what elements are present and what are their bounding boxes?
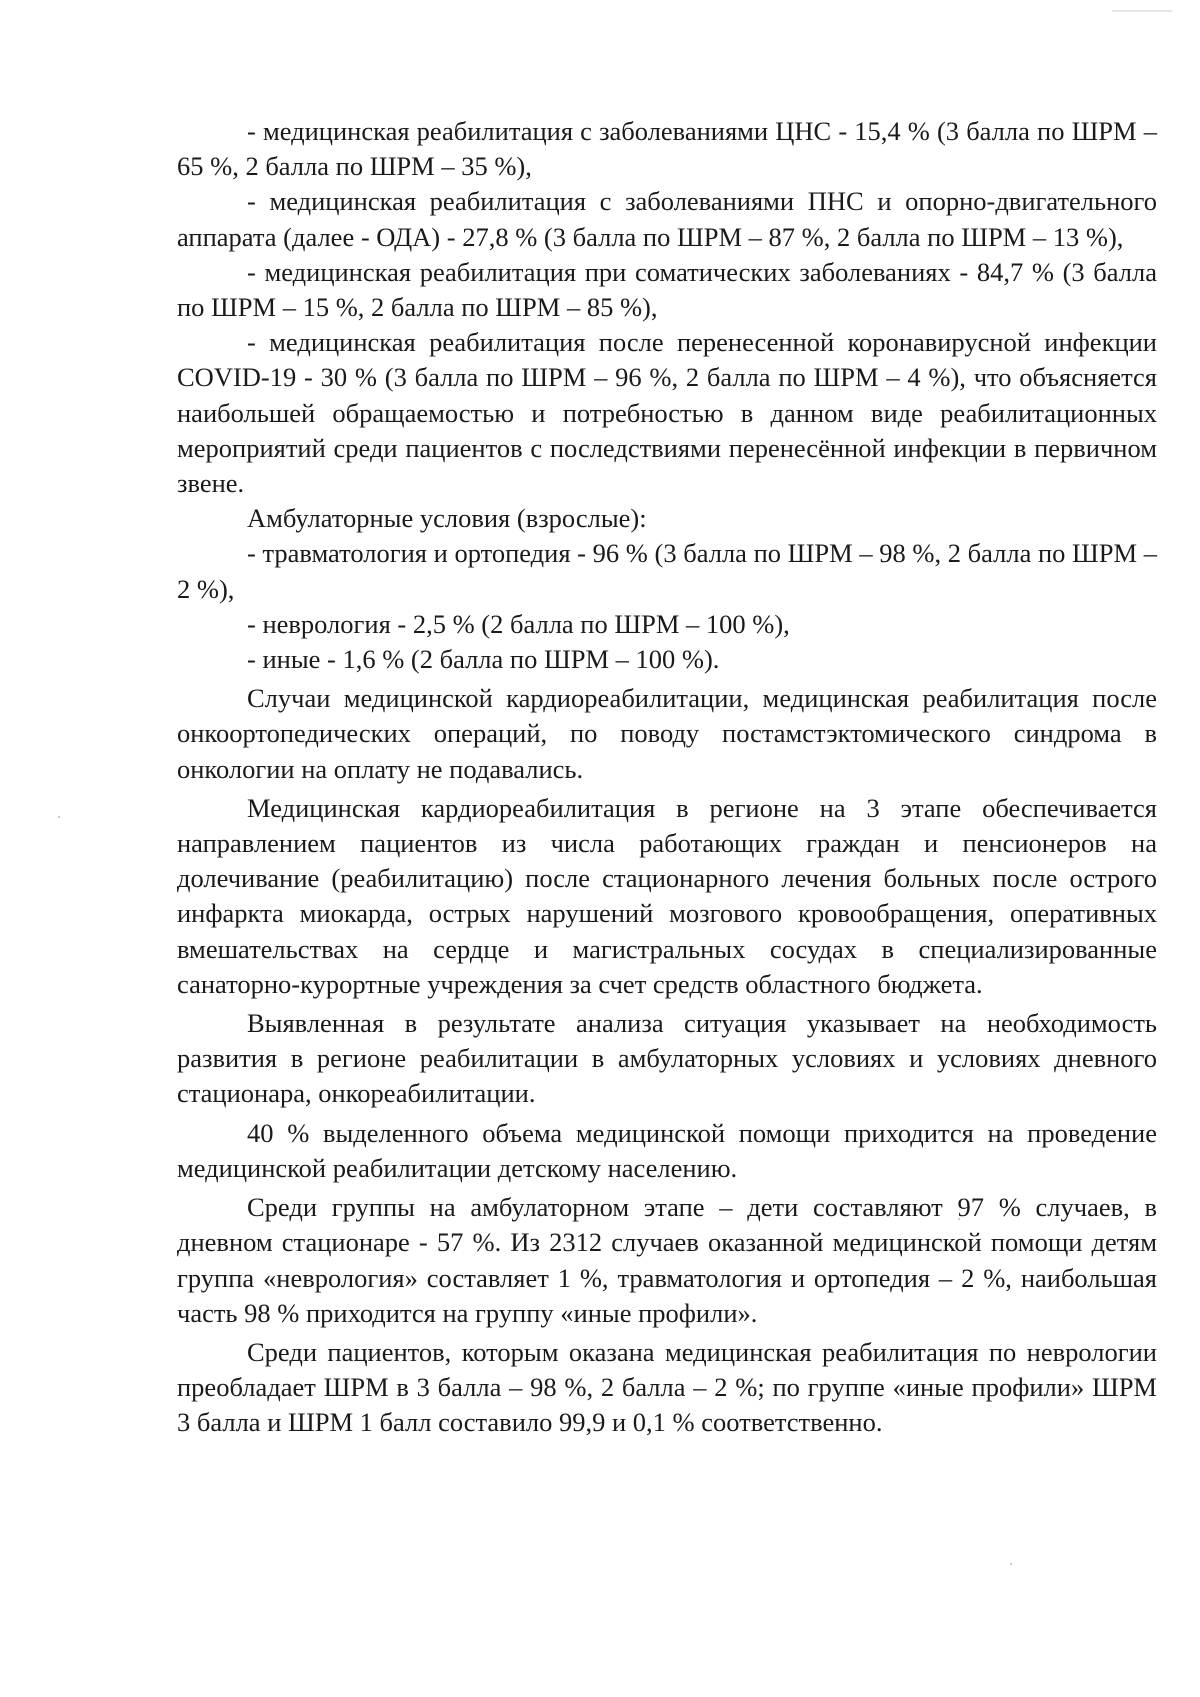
paragraph-pns-oda: - медицинская реабилитация с заболеваниями ПНС и опорно-двигательного аппарата (далее - ОДА) - 27,8 % (3 балла по ШРМ – 87 %, 2 балла по ШРМ – 13 %), — [177, 186, 1157, 252]
paragraph-somatic: - медицинская реабилитация при соматических заболеваниях - 84,7 % (3 балла по ШРМ – 15 %, 2 балла по ШРМ – 85 %), — [177, 256, 1157, 323]
paragraph-other: - иные - 1,6 % (2 балла по ШРМ – 100 %). — [247, 644, 720, 675]
paragraph-analysis: Выявленная в результате анализа ситуация указывает на необходимость развития в регионе реабилитации в амбулаторных условиях и условиях дневного стационара, онкореабилитации. — [177, 1008, 1157, 1109]
paragraph-traumatology: - травматология и ортопедия - 96 % (3 балла по ШРМ – 98 %, 2 балла по ШРМ – 2 %), — [177, 538, 1157, 604]
paragraph-cns: - медицинская реабилитация с заболеваниями ЦНС - 15,4 % (3 балла по ШРМ – 65 %, 2 балла по ШРМ – 35 %), — [177, 116, 1157, 182]
paragraph-outpatient-heading: Амбулаторные условия (взрослые): — [247, 503, 647, 534]
paragraph-cardio-cases: Случаи медицинской кардиореабилитации, медицинская реабилитация после онкоортопедических операций, по поводу постамстэктомического синдрома в онкологии на оплату не подавались. — [177, 683, 1157, 784]
document-body — [177, 114, 1157, 1441]
scan-artifact — [1112, 10, 1172, 12]
paragraph-cardio-region: Медицинская кардиореабилитация в регионе на 3 этапе обеспечивается направлением пациентов из числа работающих граждан и пенсионеров на долечивание (реабилитацию) после стационарного лечения больных после острого инфаркта миокарда, острых нарушений мозгового кровообращения, оперативных вмешательствах на сердце и магистральных сосудах в специализированные санаторно-курортные учреждения за счет средств областного бюджета. — [177, 792, 1157, 999]
paragraph-neurology: - неврология - 2,5 % (2 балла по ШРМ – 100 %), — [247, 608, 790, 639]
paragraph-children-volume: 40 % выделенного объема медицинской помощи приходится на проведение медицинской реабилитации детскому населению. — [177, 1117, 1157, 1183]
scan-speck — [58, 816, 60, 818]
paragraph-shrm-distribution: Среди пациентов, которым оказана медицинская реабилитация по неврологии преобладает ШРМ в 3 балла – 98 %, 2 балла – 2 %; по группе «иные профили» ШРМ 3 балла и ШРМ 1 балл составило 99,9 и 0,1 % соответственно. — [177, 1336, 1157, 1438]
paragraph-children-groups: Среди группы на амбулаторном этапе – дети составляют 97 % случаев, в дневном стационаре - 57 %. Из 2312 случаев оказанной медицинской помощи детям группа «неврология» составляет 1 %, травматология и ортопедия – 2 %, наибольшая часть 98 % приходится на группу «иные профили». — [177, 1192, 1157, 1328]
scan-speck — [1010, 1563, 1012, 1565]
paragraph-covid: - медицинская реабилитация после перенесенной коронавирусной инфекции COVID-19 - 30 % (3 балла по ШРМ – 96 %, 2 балла по ШРМ – 4 %), что объясняется наибольшей обращаемостью и потребностью в данном виде реабилитационных мероприятий среди пациентов с последствиями перенесённой инфекции в первичном звене. — [177, 327, 1158, 499]
